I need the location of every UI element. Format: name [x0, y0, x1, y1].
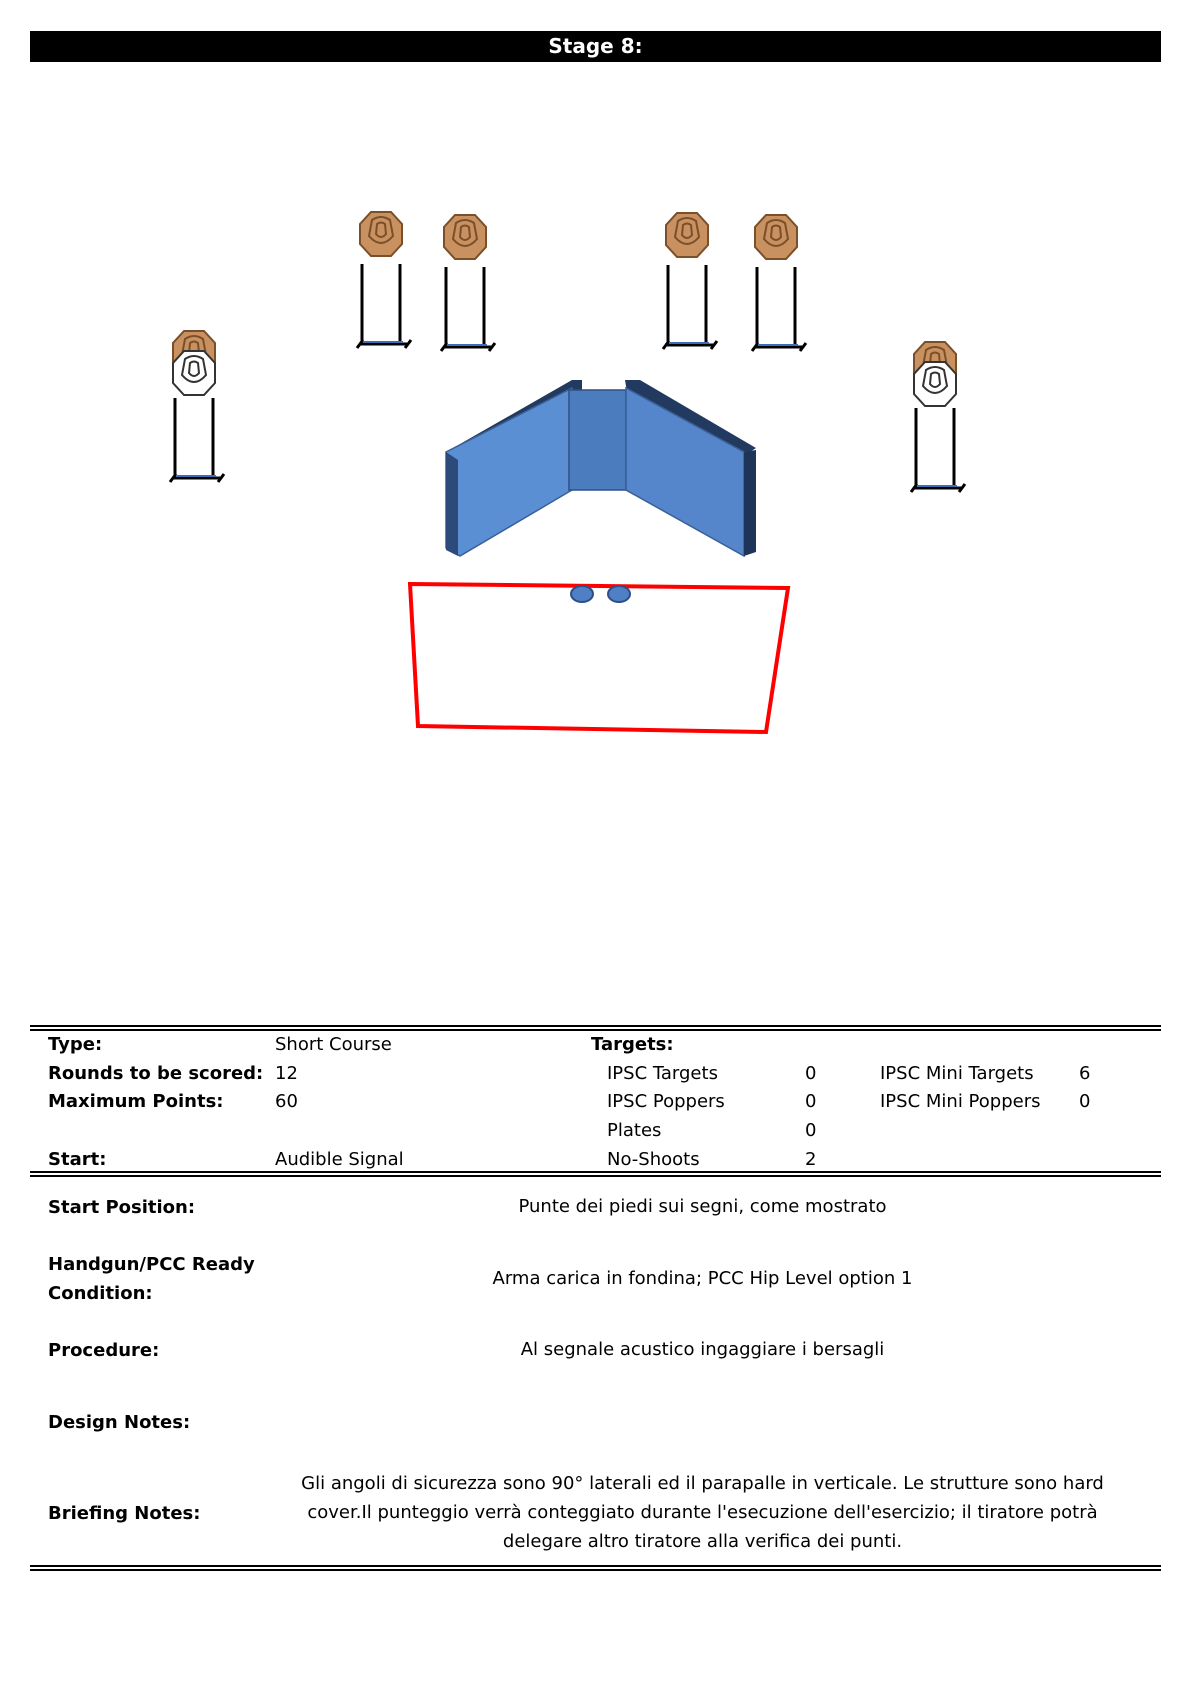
briefing-notes-line: delegare altro tiratore alla verifica dei punti. [502, 1531, 903, 1552]
briefing-notes-line: cover.Il punteggio verrà conteggiato durante l'esecuzione dell'esercizio; il tiratore potrà [307, 1502, 1098, 1523]
ready-condition-value: Arma carica in fondina; PCC Hip Level option 1 [492, 1268, 913, 1289]
targets-row-label: Plates [607, 1120, 662, 1141]
targets-row-value: 0 [805, 1120, 817, 1141]
mini-target-3 [663, 213, 717, 349]
mini-target-1 [357, 212, 411, 348]
ready-condition-label: Handgun/PCC Ready [48, 1254, 255, 1275]
summary-top-rule [30, 1025, 1161, 1031]
mini-targets-row-value: 6 [1079, 1063, 1091, 1084]
targets-row-value: 2 [805, 1149, 817, 1170]
start-value: Audible Signal [275, 1149, 404, 1170]
mini-targets-row-label: IPSC Mini Poppers [880, 1091, 1041, 1112]
stage-title: Stage 8: [30, 31, 1161, 62]
ready-condition-label-2: Condition: [48, 1283, 153, 1304]
targets-row-label: No-Shoots [607, 1149, 700, 1170]
summary-bottom-rule [30, 1171, 1161, 1177]
start-label: Start: [48, 1149, 107, 1170]
targets-row-value: 0 [805, 1091, 817, 1112]
max-points-value: 60 [275, 1091, 298, 1112]
start-position-value: Punte dei piedi sui segni, come mostrato [518, 1196, 887, 1217]
type-label: Type: [48, 1034, 103, 1055]
targets-row-label: IPSC Targets [607, 1063, 718, 1084]
procedure-label: Procedure: [48, 1340, 160, 1361]
shooting-area [410, 584, 788, 732]
foot-marker-left [571, 586, 593, 602]
mini-targets-row-value: 0 [1079, 1091, 1091, 1112]
start-position-label: Start Position: [48, 1197, 196, 1218]
targets-row-label: IPSC Poppers [607, 1091, 725, 1112]
procedure-value: Al segnale acustico ingaggiare i bersagli [520, 1339, 885, 1360]
targets-label: Targets: [591, 1034, 674, 1055]
briefing-notes-line: Gli angoli di sicurezza sono 90° laterali ed il parapalle in verticale. Le strutture sono hard [301, 1473, 1104, 1494]
details-bottom-rule [30, 1565, 1161, 1571]
max-points-label: Maximum Points: [48, 1091, 224, 1112]
stage-diagram [0, 70, 1191, 1000]
barricade-wall [446, 380, 756, 556]
rounds-value: 12 [275, 1063, 298, 1084]
targets-row-value: 0 [805, 1063, 817, 1084]
design-notes-label: Design Notes: [48, 1412, 191, 1433]
rounds-label: Rounds to be scored: [48, 1063, 264, 1084]
mini-target-5-left [170, 331, 224, 482]
briefing-notes-label: Briefing Notes: [48, 1503, 201, 1524]
mini-targets-row-label: IPSC Mini Targets [880, 1063, 1034, 1084]
type-value: Short Course [275, 1034, 392, 1055]
mini-target-4 [752, 215, 806, 351]
mini-target-6-right [911, 342, 965, 492]
mini-target-2 [441, 215, 495, 351]
foot-marker-right [608, 586, 630, 602]
